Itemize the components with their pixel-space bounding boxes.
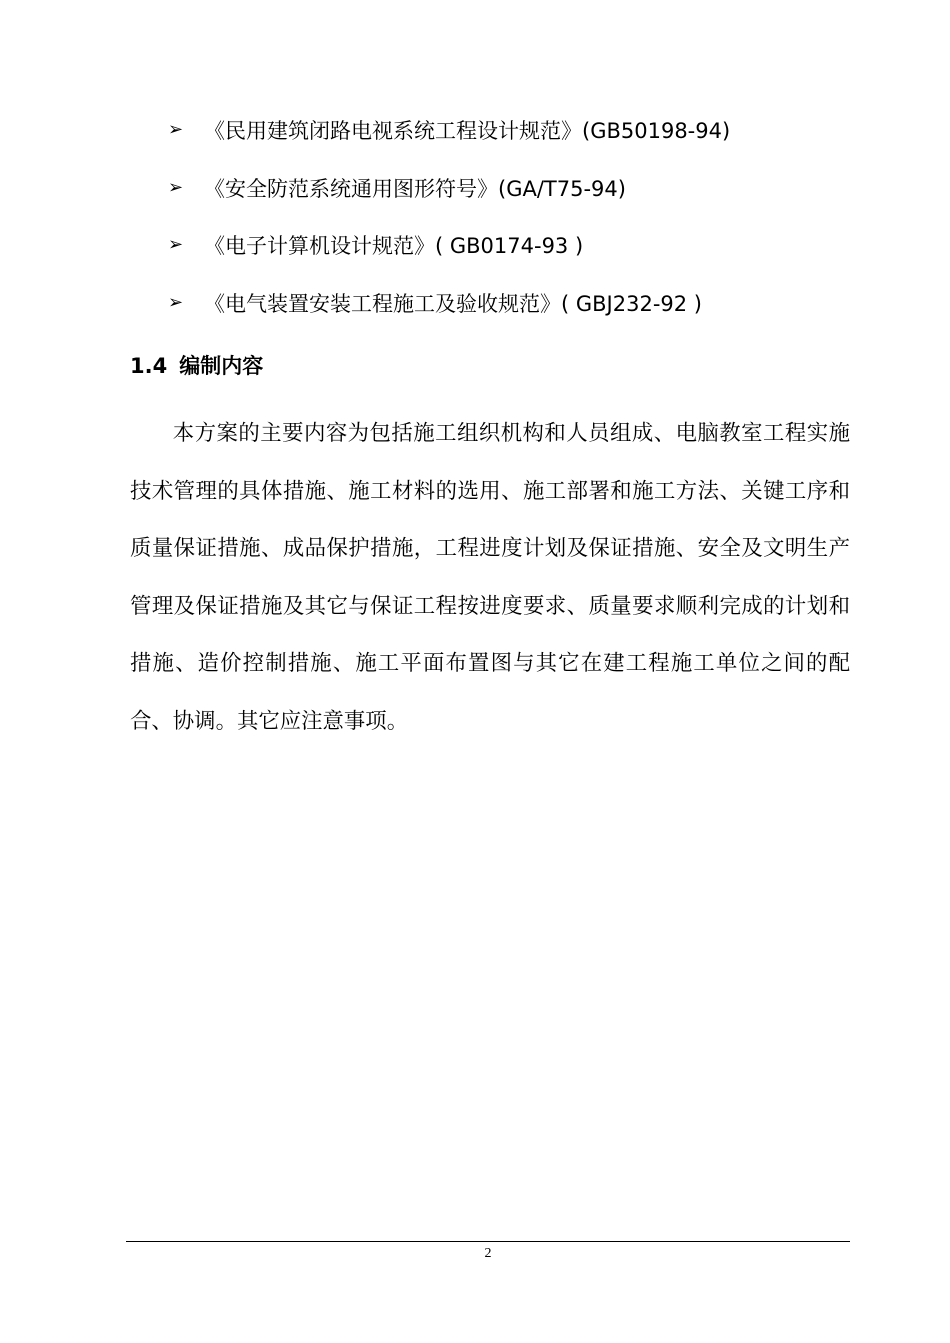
reference-text: 《电气装置安装工程施工及验收规范》( GBJ232-92 ) xyxy=(204,291,702,316)
arrow-bullet-icon: ➢ xyxy=(168,176,184,198)
section-heading xyxy=(130,346,263,386)
page-number: 2 xyxy=(484,1246,492,1261)
reference-list xyxy=(168,110,868,340)
arrow-bullet-icon: ➢ xyxy=(168,291,184,313)
footer-divider xyxy=(126,1241,850,1242)
reference-text: 《电子计算机设计规范》( GB0174-93 ) xyxy=(204,234,584,258)
reference-text: 《民用建筑闭路电视系统工程设计规范》(GB50198-94) xyxy=(204,119,731,143)
list-item xyxy=(168,110,868,150)
list-item xyxy=(168,168,868,208)
list-item xyxy=(168,283,868,323)
arrow-bullet-icon: ➢ xyxy=(168,119,184,140)
arrow-bullet-icon: ➢ xyxy=(168,234,184,255)
section-title: 编制内容 xyxy=(179,354,264,378)
section-number: 1.4 xyxy=(130,354,168,378)
list-item xyxy=(168,225,868,265)
body-paragraph: 本方案的主要内容为包括施工组织机构和人员组成、电脑教室工程实施技术管理的具体措施、施工材料的选用、施工部署和施工方法、关键工序和质量保证措施、成品保护措施，工程进度计划及保证措施、安全及文明生产管理及保证措施及其它与保证工程按进度要求、质量要求顺利完成的计划和措施、造价控制措施、施工平面布置图与其它在建工程施工单位之间的配合、协调。其它应注意事项。 xyxy=(130,421,850,734)
reference-text: 《安全防范系统通用图形符号》(GA/T75-94) xyxy=(204,176,626,201)
